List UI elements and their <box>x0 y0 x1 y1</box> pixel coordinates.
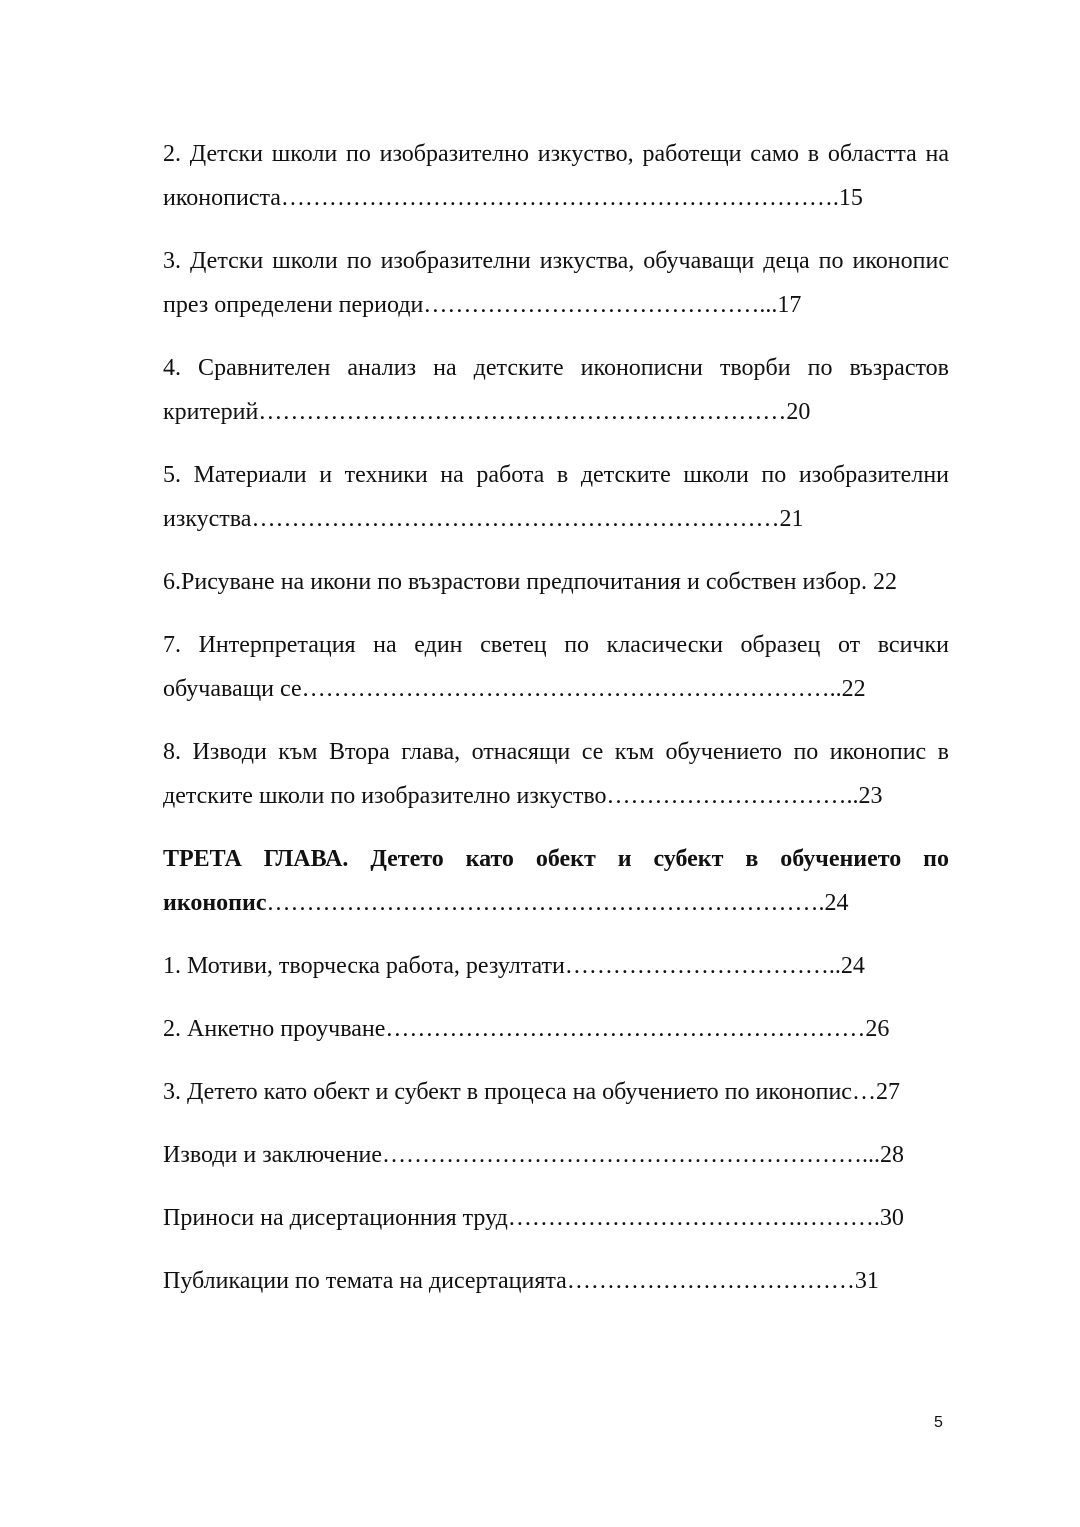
toc-entry-title: ТРЕТА ГЛАВА. Детето като обект и субект в обучението по иконопис <box>163 846 949 916</box>
toc-entry-leader: …………………………….. <box>564 953 841 979</box>
toc-entry-leader: ……………………………….………. <box>507 1205 880 1231</box>
toc-entry-title: 3. Детето като обект и субект в процеса на обучението по иконопис <box>163 1079 852 1105</box>
toc-entry-leader: ……………………………………………………………. <box>266 890 825 916</box>
toc-entry-page: 30 <box>879 1205 904 1231</box>
toc-entry-title: 1. Мотиви, творческа работа, резултати <box>163 953 565 979</box>
toc-entry-page: 27 <box>875 1079 900 1105</box>
toc-entry-leader: ………………………………………………………….. <box>301 676 842 702</box>
toc-entry-page: 23 <box>858 783 883 809</box>
toc-entry-title: 4. Сравнителен анализ на детските иконописни творби по възрастов критерий <box>163 355 949 425</box>
toc-entry <box>163 453 949 541</box>
toc-entry-title: 8. Изводи към Втора глава, отнасящи се към обучението по иконопис в детските школи по изобразително изкуство <box>163 739 949 809</box>
toc-entry-leader: ……………………………… <box>566 1268 855 1294</box>
toc-entry-page: 26 <box>865 1016 890 1042</box>
toc-entry-title: Приноси на дисертационния труд <box>163 1205 508 1231</box>
toc-entry-title: 2. Детски школи по изобразително изкуство, работещи само в областта на иконописта <box>163 141 949 211</box>
toc-entry-title: 7. Интерпретация на един светец по класически образец от всички обучаващи се <box>163 632 949 702</box>
toc-entry-title: 3. Детски школи по изобразителни изкуства, обучаващи деца по иконопис през определени периоди <box>163 248 949 318</box>
toc-entry-page: 22 <box>873 569 898 595</box>
toc-entry-page: 24 <box>840 953 865 979</box>
toc-entry-page: 28 <box>880 1142 905 1168</box>
toc-entry-leader: … <box>851 1079 876 1105</box>
toc-entry-leader: ……………………………………………………………. <box>280 185 839 211</box>
toc-entry <box>163 1007 949 1051</box>
toc-entry <box>163 944 949 988</box>
toc-entry-title: Публикации по темата на дисертацията <box>163 1268 567 1294</box>
toc-entry-page: 20 <box>786 399 811 425</box>
table-of-contents <box>163 132 949 1322</box>
toc-entry-title: 5. Материали и техники на работа в детските школи по изобразителни изкуства <box>163 462 949 532</box>
toc-entry <box>163 623 949 711</box>
toc-entry-leader: ………………………………………………………… <box>251 506 780 532</box>
toc-entry-leader: ……………………………………………………... <box>382 1142 881 1168</box>
toc-entry <box>163 346 949 434</box>
toc-entry-page: 22 <box>841 676 866 702</box>
toc-entry-page: 17 <box>777 292 802 318</box>
toc-entry <box>163 1133 949 1177</box>
toc-entry <box>163 1259 949 1303</box>
toc-entry <box>163 239 949 327</box>
toc-entry-page: 15 <box>838 185 863 211</box>
toc-entry-leader: ………………………….. <box>606 783 859 809</box>
toc-entry-page: 24 <box>824 890 849 916</box>
toc-chapter-heading <box>163 837 949 925</box>
toc-entry <box>163 1070 949 1114</box>
toc-entry-leader: …………………………………………………… <box>385 1016 866 1042</box>
toc-entry-leader: ………………………………………………………… <box>258 399 787 425</box>
toc-entry-page: 31 <box>854 1268 879 1294</box>
toc-entry-title: 2. Анкетно проучване <box>163 1016 386 1042</box>
toc-entry-leader: ……………………………………... <box>423 292 778 318</box>
page-number: 5 <box>934 1414 943 1431</box>
toc-entry-title: 6.Рисуване на икони по възрастови предпочитания и собствен избор. <box>163 569 868 595</box>
toc-entry-title: Изводи и заключение <box>163 1142 383 1168</box>
toc-entry <box>163 730 949 818</box>
toc-entry <box>163 560 949 604</box>
toc-entry <box>163 1196 949 1240</box>
toc-entry <box>163 132 949 220</box>
toc-entry-page: 21 <box>779 506 804 532</box>
